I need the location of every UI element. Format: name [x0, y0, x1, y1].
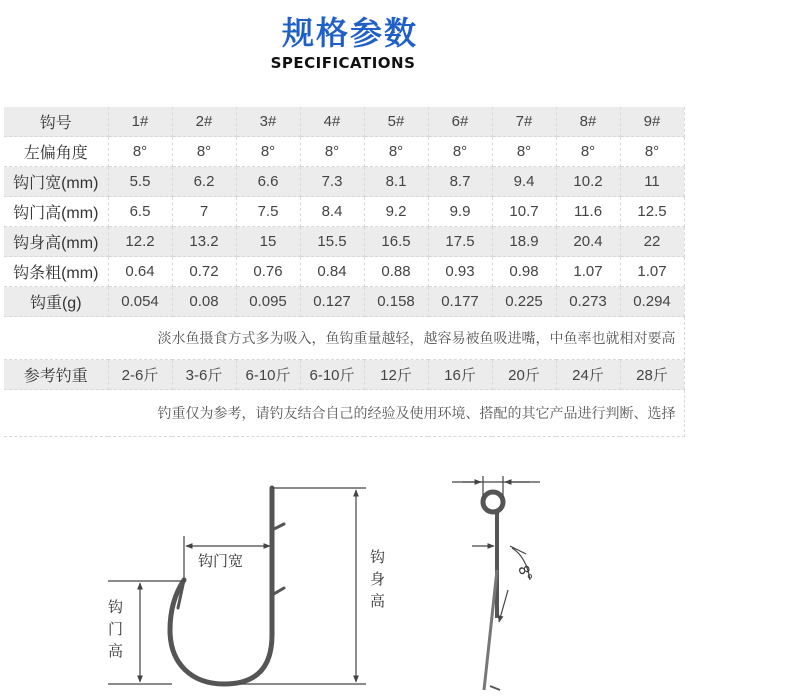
table-cell: 8° [236, 137, 300, 167]
table-cell: 0.98 [492, 257, 556, 287]
table-cell: 0.127 [300, 287, 364, 317]
table-row [4, 227, 684, 257]
table-cell: 15.5 [300, 227, 364, 257]
table-cell: 11 [620, 167, 684, 197]
hook-dimension-diagram [0, 450, 800, 699]
hook-front-icon [170, 488, 284, 684]
table-cell: 8° [364, 137, 428, 167]
table-cell: 4# [300, 107, 364, 137]
table-cell: 16斤 [428, 360, 492, 390]
row-label: 钩条粗(mm) [4, 257, 108, 287]
table-cell: 20.4 [556, 227, 620, 257]
table-cell: 8° [556, 137, 620, 167]
table-cell: 12.2 [108, 227, 172, 257]
table-cell: 2# [172, 107, 236, 137]
spec-table [4, 107, 685, 437]
shank-height-dimension [240, 488, 366, 684]
table-cell: 22 [620, 227, 684, 257]
table-cell: 8° [428, 137, 492, 167]
table-cell: 7 [172, 197, 236, 227]
table-cell: 13.2 [172, 227, 236, 257]
table-cell: 7# [492, 107, 556, 137]
table-cell: 0.095 [236, 287, 300, 317]
table-header-row [4, 107, 684, 137]
table-cell: 6.6 [236, 167, 300, 197]
table-cell: 6-10斤 [236, 360, 300, 390]
note-text: 淡水鱼摄食方式多为吸入，鱼钩重量越轻，越容易被鱼吸进嘴，中鱼率也就相对要高 [4, 317, 684, 360]
table-cell: 0.177 [428, 287, 492, 317]
row-label: 钩门高(mm) [4, 197, 108, 227]
page-title: 规格参数 [281, 14, 418, 52]
table-cell: 1.07 [620, 257, 684, 287]
table-cell: 18.9 [492, 227, 556, 257]
table-cell: 0.08 [172, 287, 236, 317]
table-cell: 8.4 [300, 197, 364, 227]
table-cell: 17.5 [428, 227, 492, 257]
table-cell: 20斤 [492, 360, 556, 390]
table-cell: 10.2 [556, 167, 620, 197]
row-label: 钩重(g) [4, 287, 108, 317]
row-label: 左偏角度 [4, 137, 108, 167]
table-cell: 3# [236, 107, 300, 137]
note-text: 钓重仅为参考，请钓友结合自己的经验及使用环境、搭配的其它产品进行判断、选择 [4, 390, 684, 437]
table-cell: 0.64 [108, 257, 172, 287]
table-cell: 5# [364, 107, 428, 137]
table-cell: 0.158 [364, 287, 428, 317]
note-row [4, 317, 684, 360]
table-cell: 9.2 [364, 197, 428, 227]
page-subtitle: SPECIFICATIONS [270, 54, 416, 72]
table-row [4, 287, 684, 317]
gap-height-label: 门 [108, 620, 124, 638]
table-cell: 0.054 [108, 287, 172, 317]
table-row [4, 257, 684, 287]
table-cell: 1.07 [556, 257, 620, 287]
table-cell: 8.7 [428, 167, 492, 197]
table-cell: 15 [236, 227, 300, 257]
table-cell: 8° [620, 137, 684, 167]
angle-label: 8° [514, 563, 535, 584]
table-cell: 6.5 [108, 197, 172, 227]
table-cell: 5.5 [108, 167, 172, 197]
row-label: 钩门宽(mm) [4, 167, 108, 197]
table-cell: 8.1 [364, 167, 428, 197]
row-label: 钩号 [4, 107, 108, 137]
table-cell: 8° [108, 137, 172, 167]
table-cell: 8° [492, 137, 556, 167]
table-cell: 1# [108, 107, 172, 137]
shank-height-label: 身 [370, 570, 386, 588]
table-cell: 0.273 [556, 287, 620, 317]
table-row [4, 167, 684, 197]
row-label: 参考钓重 [4, 360, 108, 390]
table-cell: 24斤 [556, 360, 620, 390]
table-cell: 28斤 [620, 360, 684, 390]
table-cell: 2-6斤 [108, 360, 172, 390]
table-cell: 0.88 [364, 257, 428, 287]
table-cell: 6-10斤 [300, 360, 364, 390]
table-cell: 10.7 [492, 197, 556, 227]
table-cell: 9.9 [428, 197, 492, 227]
table-cell: 7.5 [236, 197, 300, 227]
table-cell: 12斤 [364, 360, 428, 390]
row-label: 钩身高(mm) [4, 227, 108, 257]
table-cell: 11.6 [556, 197, 620, 227]
shank-height-label: 钩 [370, 548, 386, 566]
table-cell: 9# [620, 107, 684, 137]
gap-width-label: 钩门宽 [198, 552, 244, 570]
gap-height-label: 钩 [108, 598, 124, 616]
table-cell: 3-6斤 [172, 360, 236, 390]
table-row [4, 197, 684, 227]
table-cell: 7.3 [300, 167, 364, 197]
table-cell: 8# [556, 107, 620, 137]
table-cell: 0.72 [172, 257, 236, 287]
angle-dimension [472, 546, 530, 622]
table-cell: 8° [300, 137, 364, 167]
table-cell: 12.5 [620, 197, 684, 227]
table-cell: 0.93 [428, 257, 492, 287]
table-cell: 0.84 [300, 257, 364, 287]
table-cell: 6.2 [172, 167, 236, 197]
hook-side-icon [483, 492, 503, 690]
note-row [4, 390, 684, 437]
table-cell: 0.294 [620, 287, 684, 317]
table-cell: 8° [172, 137, 236, 167]
table-cell: 9.4 [492, 167, 556, 197]
shank-height-label: 高 [370, 592, 386, 610]
table-cell: 0.225 [492, 287, 556, 317]
table-row [4, 137, 684, 167]
table-cell: 6# [428, 107, 492, 137]
table-cell: 16.5 [364, 227, 428, 257]
table-row [4, 360, 684, 390]
table-cell: 0.76 [236, 257, 300, 287]
gap-height-label: 高 [108, 642, 124, 660]
